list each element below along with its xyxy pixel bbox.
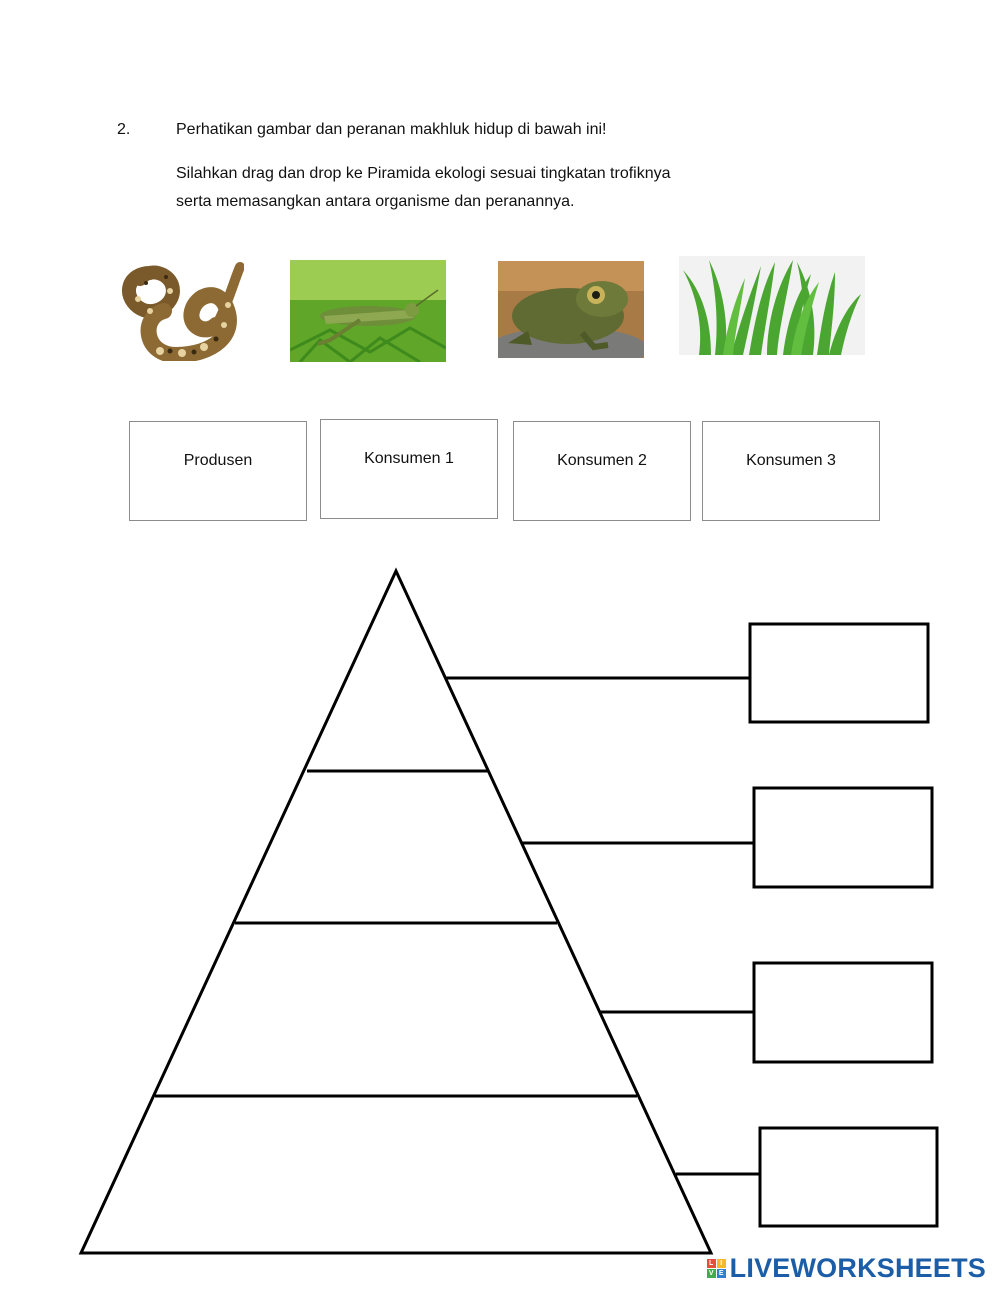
role-label-konsumen-3: Konsumen 3	[746, 452, 836, 469]
instruction-line-2: serta memasangkan antara organisme dan peranannya.	[176, 193, 575, 210]
role-label-produsen: Produsen	[183, 452, 253, 469]
frog-image[interactable]	[498, 261, 644, 358]
role-label-konsumen-1: Konsumen 1	[364, 450, 454, 467]
logo-blocks-icon: L I V E	[707, 1259, 726, 1278]
snake-image[interactable]	[120, 255, 244, 361]
grasshopper-image[interactable]	[290, 260, 446, 362]
answer-box-1[interactable]	[750, 624, 928, 722]
answer-box-2[interactable]	[754, 788, 932, 887]
pyramid-level-3-dropzone[interactable]	[155, 923, 637, 1096]
instruction-line-1: Silahkan drag dan drop ke Piramida ekologi sesuai tingkatan trofiknya	[176, 165, 671, 182]
question-number: 2.	[117, 121, 131, 138]
answer-box-3[interactable]	[754, 963, 932, 1062]
pyramid-level-1-dropzone[interactable]	[307, 571, 488, 771]
role-card-produsen[interactable]	[129, 421, 307, 521]
role-card-konsumen-3[interactable]	[702, 421, 880, 521]
pyramid-level-4-dropzone[interactable]	[81, 1096, 711, 1253]
liveworksheets-logo	[707, 1253, 986, 1284]
role-card-konsumen-1[interactable]	[320, 419, 498, 519]
question-title: Perhatikan gambar dan peranan makhluk hidup di bawah ini!	[176, 121, 607, 138]
pyramid-level-2-dropzone[interactable]	[235, 771, 557, 923]
role-card-konsumen-2[interactable]	[513, 421, 691, 521]
brand-name: LIVEWORKSHEETS	[729, 1253, 986, 1283]
grass-image[interactable]	[679, 256, 865, 355]
answer-box-4[interactable]	[760, 1128, 937, 1226]
role-label-konsumen-2: Konsumen 2	[557, 452, 647, 469]
